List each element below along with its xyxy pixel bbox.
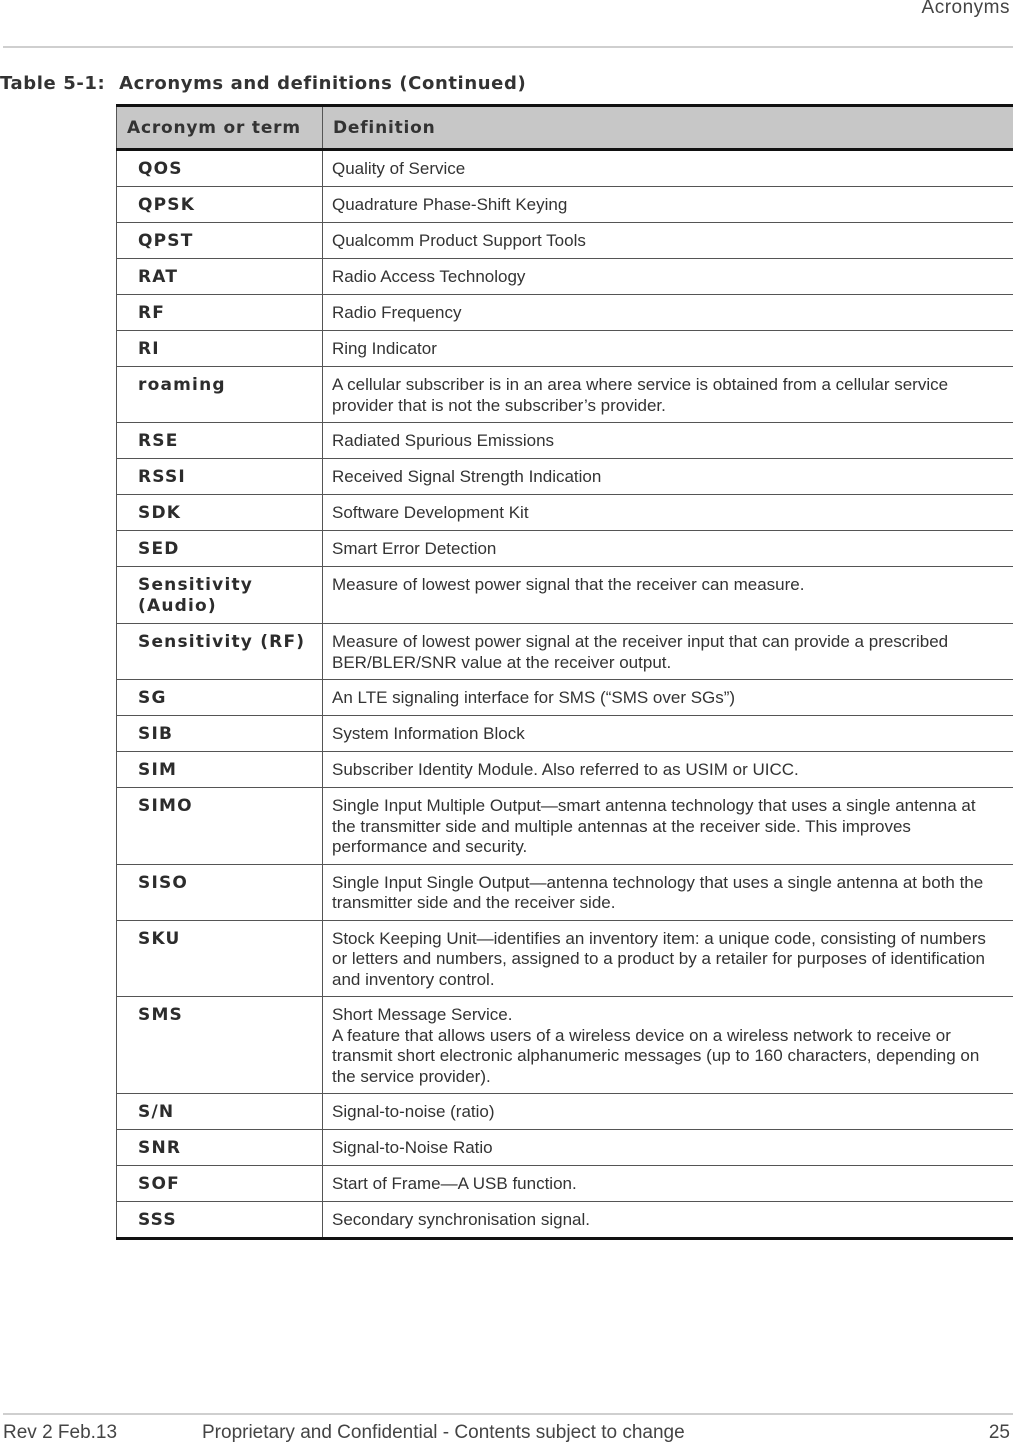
column-header-definition: Definition	[323, 106, 1013, 150]
acronym-term: QPSK	[117, 187, 323, 223]
acronym-term: RSSI	[117, 459, 323, 495]
acronym-term: SG	[117, 680, 323, 716]
table-row	[117, 223, 1013, 259]
acronym-definition: Smart Error Detection	[323, 531, 1013, 567]
acronym-definition: Subscriber Identity Module. Also referred to as USIM or UICC.	[323, 752, 1013, 788]
acronym-definition: Software Development Kit	[323, 495, 1013, 531]
acronym-term: RF	[117, 295, 323, 331]
table-row	[117, 367, 1013, 423]
acronym-definition: Signal-to-Noise Ratio	[323, 1130, 1013, 1166]
acronyms-table	[116, 104, 1013, 1240]
acronym-term: SIMO	[117, 788, 323, 865]
acronym-term: SISO	[117, 864, 323, 920]
acronym-definition: Measure of lowest power signal at the receiver input that can provide a prescribed BER/BLER/SNR value at the receiver output.	[323, 624, 1013, 680]
acronym-term: SED	[117, 531, 323, 567]
acronym-term: QPST	[117, 223, 323, 259]
table-row	[117, 331, 1013, 367]
acronym-term: S/N	[117, 1094, 323, 1130]
acronym-term: QOS	[117, 150, 323, 187]
table-row	[117, 187, 1013, 223]
table-row	[117, 1094, 1013, 1130]
acronym-definition: Single Input Multiple Output—smart antenna technology that uses a single antenna at the transmitter side and multiple antennas at the receiver side. This improves performance and security.	[323, 788, 1013, 865]
acronym-definition: Signal-to-noise (ratio)	[323, 1094, 1013, 1130]
acronym-definition: Qualcomm Product Support Tools	[323, 223, 1013, 259]
acronym-definition: Short Message Service. A feature that allows users of a wireless device on a wireless network to receive or transmit short electronic alphanumeric messages (up to 160 characters, depending on the service provider).	[323, 997, 1013, 1094]
acronym-term: SIM	[117, 752, 323, 788]
acronym-term: Sensitivity (RF)	[117, 624, 323, 680]
table-row	[117, 1166, 1013, 1202]
acronym-definition: Stock Keeping Unit—identifies an inventory item: a unique code, consisting of numbers or letters and numbers, assigned to a product by a retailer for purposes of identification and inventory control.	[323, 920, 1013, 997]
acronym-term: roaming	[117, 367, 323, 423]
footer-confidentiality: Proprietary and Confidential - Contents subject to change	[202, 1422, 685, 1443]
acronym-term: SOF	[117, 1166, 323, 1202]
acronym-definition: Ring Indicator	[323, 331, 1013, 367]
table-header-row	[117, 106, 1013, 150]
table-row	[117, 680, 1013, 716]
footer-revision: Rev 2 Feb.13	[3, 1422, 118, 1443]
table-row	[117, 1202, 1013, 1239]
footer-divider	[3, 1413, 1013, 1415]
acronym-definition: Received Signal Strength Indication	[323, 459, 1013, 495]
table-row	[117, 495, 1013, 531]
acronym-definition: Quadrature Phase-Shift Keying	[323, 187, 1013, 223]
table-row	[117, 1130, 1013, 1166]
acronym-definition: System Information Block	[323, 716, 1013, 752]
acronym-term: RI	[117, 331, 323, 367]
acronym-term: SMS	[117, 997, 323, 1094]
table-row	[117, 150, 1013, 187]
acronym-definition: Measure of lowest power signal that the receiver can measure.	[323, 567, 1013, 624]
table-body	[117, 150, 1013, 1239]
table-row	[117, 259, 1013, 295]
acronym-definition: Radiated Spurious Emissions	[323, 423, 1013, 459]
table-row	[117, 788, 1013, 865]
section-title: Acronyms	[921, 0, 1010, 18]
table-row	[117, 920, 1013, 997]
page-number: 25	[988, 1422, 1010, 1443]
header-divider	[3, 46, 1013, 48]
table-row	[117, 752, 1013, 788]
acronym-term: SDK	[117, 495, 323, 531]
table-row	[117, 997, 1013, 1094]
acronym-definition: Quality of Service	[323, 150, 1013, 187]
acronym-definition: A cellular subscriber is in an area where service is obtained from a cellular service provider that is not the subscriber’s provider.	[323, 367, 1013, 423]
acronym-term: RSE	[117, 423, 323, 459]
table-row	[117, 716, 1013, 752]
column-header-term: Acronym or term	[117, 106, 323, 150]
table-row	[117, 423, 1013, 459]
table-row	[117, 531, 1013, 567]
acronym-definition: Start of Frame—A USB function.	[323, 1166, 1013, 1202]
table-row	[117, 864, 1013, 920]
acronym-definition: Radio Frequency	[323, 295, 1013, 331]
acronym-term: SKU	[117, 920, 323, 997]
acronym-term: RAT	[117, 259, 323, 295]
table-row	[117, 567, 1013, 624]
table-row	[117, 624, 1013, 680]
table-row	[117, 295, 1013, 331]
table-row	[117, 459, 1013, 495]
acronym-definition: An LTE signaling interface for SMS (“SMS over SGs”)	[323, 680, 1013, 716]
acronym-definition: Single Input Single Output—antenna technology that uses a single antenna at both the transmitter side and the receiver side.	[323, 864, 1013, 920]
acronym-definition: Secondary synchronisation signal.	[323, 1202, 1013, 1239]
acronym-definition: Radio Access Technology	[323, 259, 1013, 295]
table-caption: Table 5-1: Acronyms and definitions (Continued)	[0, 73, 527, 94]
acronym-term: SSS	[117, 1202, 323, 1239]
acronym-term: SIB	[117, 716, 323, 752]
acronym-term: SNR	[117, 1130, 323, 1166]
acronym-term: Sensitivity (Audio)	[117, 567, 323, 624]
